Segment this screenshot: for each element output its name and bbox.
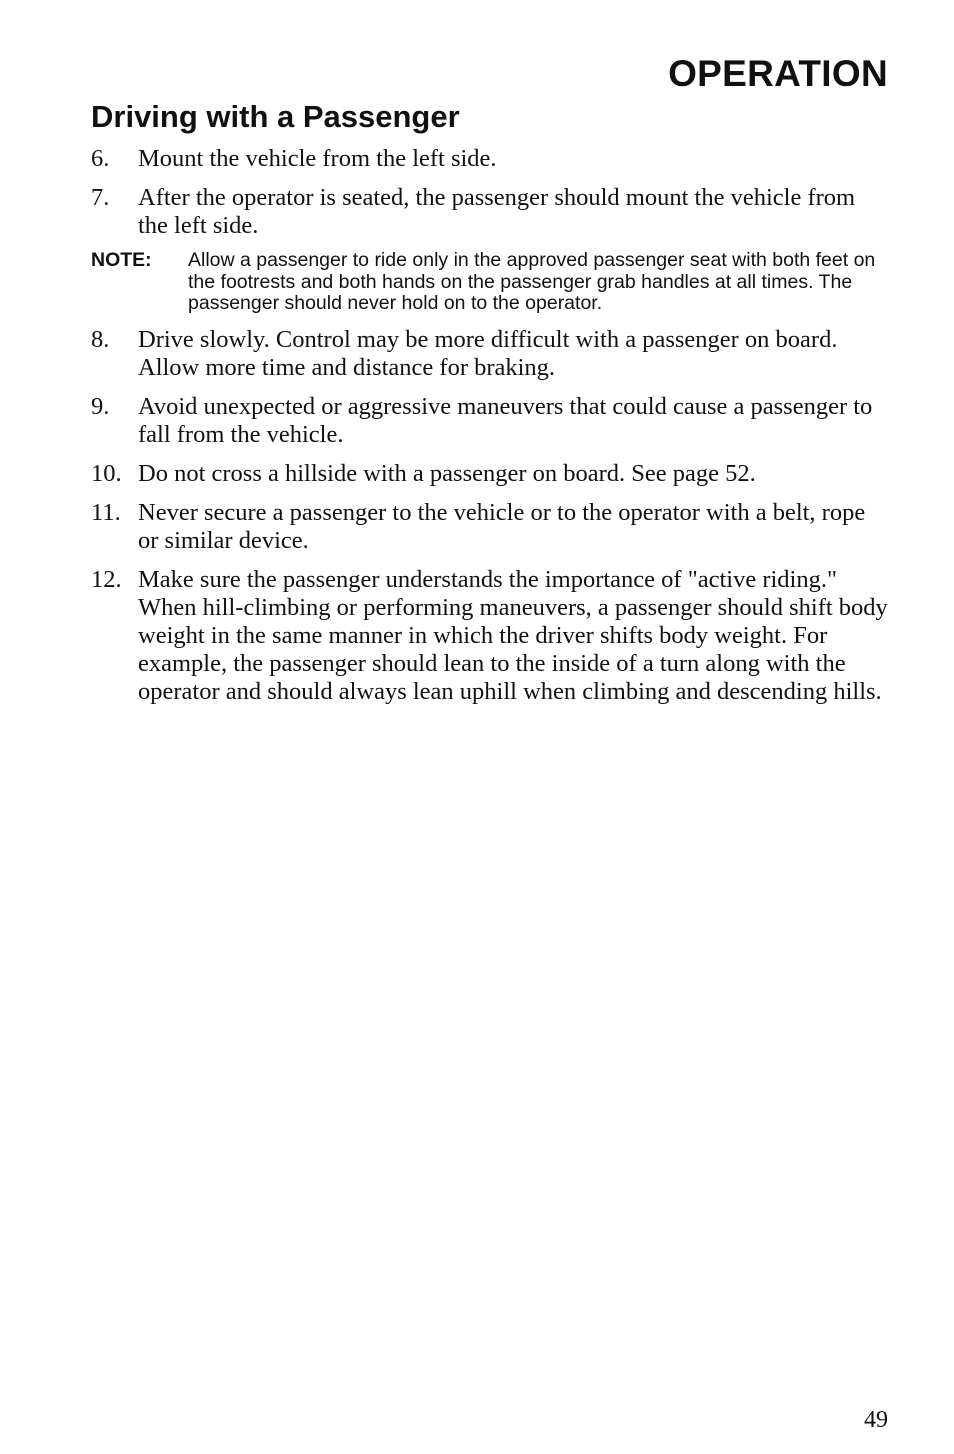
- step-text: Drive slowly. Control may be more difficult with a passenger on board. Allow more time and distance for braking.: [138, 325, 838, 381]
- step-8: [91, 326, 891, 382]
- step-text: After the operator is seated, the passenger should mount the vehicle from the left side.: [138, 184, 856, 239]
- step-number: 11.: [91, 498, 121, 526]
- note-text: Allow a passenger to ride only in the approved passenger seat with both feet on the footrests and both hands on the passenger grab handles at all times. The passenger should never hold on to the operator.: [188, 249, 876, 314]
- step-6: [91, 145, 891, 173]
- step-text: Never secure a passenger to the vehicle or to the operator with a belt, rope or similar device.: [138, 498, 866, 554]
- step-text: Avoid unexpected or aggressive maneuvers that could cause a passenger to fall from the vehicle.: [138, 392, 873, 448]
- step-number: 12.: [91, 565, 122, 593]
- step-number: 10.: [91, 459, 122, 487]
- page-number: 49: [864, 1407, 888, 1433]
- step-10: [91, 460, 891, 488]
- note-label: NOTE:: [91, 249, 152, 271]
- step-11: [91, 499, 891, 555]
- instruction-list: [91, 145, 891, 706]
- step-number: 6.: [91, 145, 110, 172]
- step-number: 7.: [91, 184, 110, 211]
- step-number: 9.: [91, 392, 110, 420]
- section-title: Driving with a Passenger: [91, 99, 460, 134]
- step-12: [91, 566, 891, 706]
- step-text: Mount the vehicle from the left side.: [138, 145, 497, 172]
- passenger-note: [91, 250, 891, 315]
- step-text: Make sure the passenger understands the importance of "active riding." When hill-climbing or performing maneuvers, a passenger should shift body weight in the same manner in which the driver shifts body weight. For example, the passenger should lean to the inside of a turn along with the operator and should always lean uphill when climbing and descending hills.: [138, 565, 888, 705]
- step-9: [91, 393, 891, 449]
- step-text: Do not cross a hillside with a passenger on board. See page 52.: [138, 459, 756, 487]
- chapter-heading: OPERATION: [668, 53, 888, 94]
- step-7: [91, 184, 891, 240]
- step-number: 8.: [91, 325, 110, 353]
